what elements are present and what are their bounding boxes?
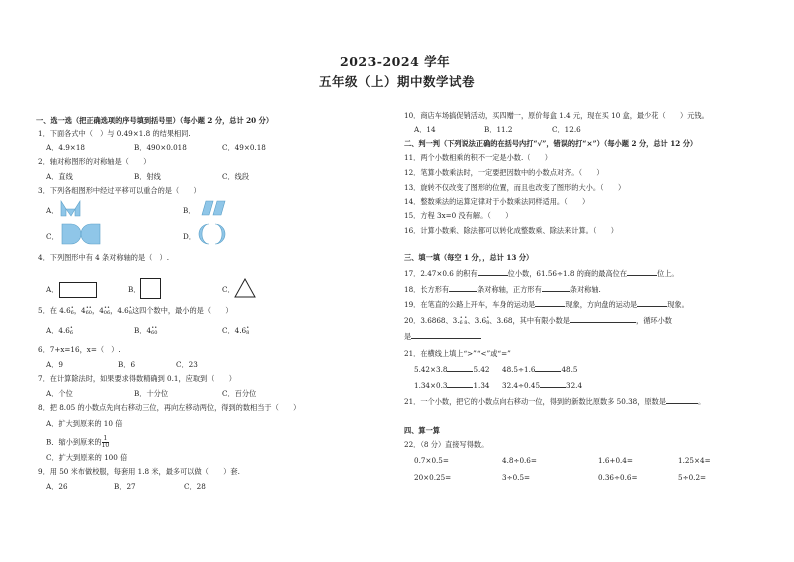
exam-year: 2023-2024 学年 [340,54,451,69]
q7-option-c: C．百分位 [222,389,257,398]
question-20-cont: 是 [404,332,481,342]
question-11: 11．两个小数相乘的积不一定是小数.（ ） [404,153,552,162]
repeating-8: • 8 [128,305,132,316]
q4-rectangle-icon [59,282,97,298]
q5-option-a: A．4.6 • 6 [46,325,73,336]
compare-2: 48.5÷1.6 48.5 [502,365,578,374]
q8-option-b: B．缩小到原来的 $\frac{1}{10}$ [46,435,110,449]
repeating-6: • 6 [70,305,74,316]
question-4: 4．下列图形中有 4 条对称轴的是（ ）. [38,253,170,262]
section-3-heading: 三、填一填（每空 1 分，，总计 13 分） [404,253,534,262]
calc-2-1: 20×0.25= [414,473,452,482]
repeating-06: •• 06 [103,305,111,316]
q6-option-a: A．9 [46,360,63,369]
q3-option-a: A． [46,206,59,215]
q2-option-b: B．射线 [134,172,161,181]
q5-option-b: B．4 •• 60 [134,325,158,336]
q6-option-c: C．23 [176,360,198,369]
q10-option-b: B．11.2 [484,125,513,134]
calc-2-4: 5÷0.2= [678,473,707,482]
q6-option-b: B．6 [118,360,136,369]
question-10: 10．商店车场搞促销活动，买四赠一，原价每盒 1.4 元，现在买 10 盒，最少花（ ）元钱。 [404,111,709,120]
q2-option-c: C．线段 [222,172,250,181]
q7-option-b: B．十分位 [134,389,169,398]
section-2-heading: 二、判一判（下列说法正确的在括号内打“√”，错误的打“×”）（每小题 2 分，总计 12 分） [404,139,698,148]
q5-option-c: C．4.6 • 8 [222,325,250,336]
q1-option-c: C．49×0.18 [222,143,266,152]
calc-1-4: 1.25×4= [678,456,711,465]
question-5: 5．在 4.6 • 6 ，4 •• 60 ，4 •• 06 ，4.6 • 8 这四个数中，最小的是（ ） [38,305,233,316]
calc-1-2: 4.8÷0.6= [502,456,537,465]
q2-option-a: A．直线 [46,172,73,181]
q4-option-a: A． [46,285,59,294]
question-21: 21．在横线上填上“>”“<”或“=” [404,349,511,358]
q3-shape-b-icon [198,200,228,216]
q7-option-a: A．个位 [46,389,73,398]
q10-option-c: C．12.6 [552,125,581,134]
compare-3: 1.34×0.3 1.34 [414,381,490,390]
question-13: 13．旋转不仅改变了图形的位置，而且也改变了图形的大小。（ ） [404,183,626,192]
q4-option-c: C． [222,285,235,294]
exam-title: 五年级（上）期中数学试卷 [319,74,476,89]
question-14: 14．整数乘法的运算定律对于小数乘法同样适用。（ ） [404,197,590,206]
question-8: 8．把 8.05 的小数点先向右移动三位，再向左移动两位，得到的数相当于（ ） [38,403,301,412]
q9-option-b: B．27 [114,482,136,491]
q1-option-b: B．490×0.018 [134,143,187,152]
question-21b: 21．一个小数，把它的小数点向右移动一位，得到的新数比原数多 50.38，原数是 。 [404,397,706,406]
question-3: 3．下列各组图形中经过平移可以重合的是（ ） [38,186,201,195]
question-9: 9．用 50 米布做校服，每套用 1.8 米，最多可以做（ ）套. [38,467,240,476]
q3-option-b: B． [183,206,196,215]
q3-option-d: D． [183,232,196,241]
question-17: 17．2.47×0.6 的积有 位小数，61.56÷1.8 的商的最高位在 位上。 [404,269,679,278]
calc-1-1: 0.7×0.5= [414,456,449,465]
question-6: 6．7+x=16，x=（ ）. [38,345,121,354]
repeating-60: •• 60 [85,305,92,316]
question-7: 7．在计算除法时，如果要求得数精确到 0.1，应取到（ ） [38,374,236,383]
question-15: 15．方程 3x=0 没有解。（ ） [404,211,513,220]
q8-option-a: A．扩大到原来的 10 倍 [46,419,123,428]
question-20: 20．3.6868、3. • • 6 8 、3.6 • 8 、3.68，其中有限小数是 ，循环小数 [404,315,672,326]
question-2: 2．轴对称图形的对称轴是（ ） [38,157,151,166]
q4-option-b: B． [128,285,141,294]
q9-option-a: A．26 [46,482,68,491]
section-1-heading: 一、选一选（把正确选项的序号填到括号里）（每小题 2 分，总计 20 分） [36,116,274,125]
q3-shape-d-icon [198,223,228,245]
compare-1: 5.42×3.8 5.42 [414,365,490,374]
q9-option-c: C．28 [184,482,206,491]
compare-4: 32.4÷0.45 32.4 [502,381,583,390]
q1-option-a: A．4.9×18 [46,143,85,152]
question-12: 12．笔算小数乘法时，一定要把因数中的小数点对齐。（ ） [404,168,604,177]
q3-shape-a-icon [60,199,82,217]
calc-2-2: 3÷0.5= [502,473,531,482]
question-19: 19．在笔直的公路上开车，车身的运动是 现象，方向盘的运动是 现象。 [404,300,689,309]
q10-option-a: A．14 [414,125,436,134]
question-18: 18．长方形有 条对称轴，正方形有 条对称轴. [404,285,601,294]
question-16: 16．计算小数乘、除法都可以转化成整数乘、除法来计算。（ ） [404,226,618,235]
section-4-heading: 四、算一算 [404,426,440,435]
q3-option-c: C． [46,232,59,241]
question-22: 22．（8 分）直接写得数。 [404,440,489,449]
question-1: 1．下面各式中（ ）与 0.49×1.8 的结果相同. [38,129,191,138]
q4-square-icon [140,278,161,299]
q3-shape-c-icon [60,223,102,245]
calc-2-3: 0.36÷0.6= [598,473,638,482]
calc-1-3: 1.6+0.4= [598,456,633,465]
q4-triangle-icon [234,278,256,298]
q8-option-c: C．扩大到原来的 100 倍 [46,453,128,462]
